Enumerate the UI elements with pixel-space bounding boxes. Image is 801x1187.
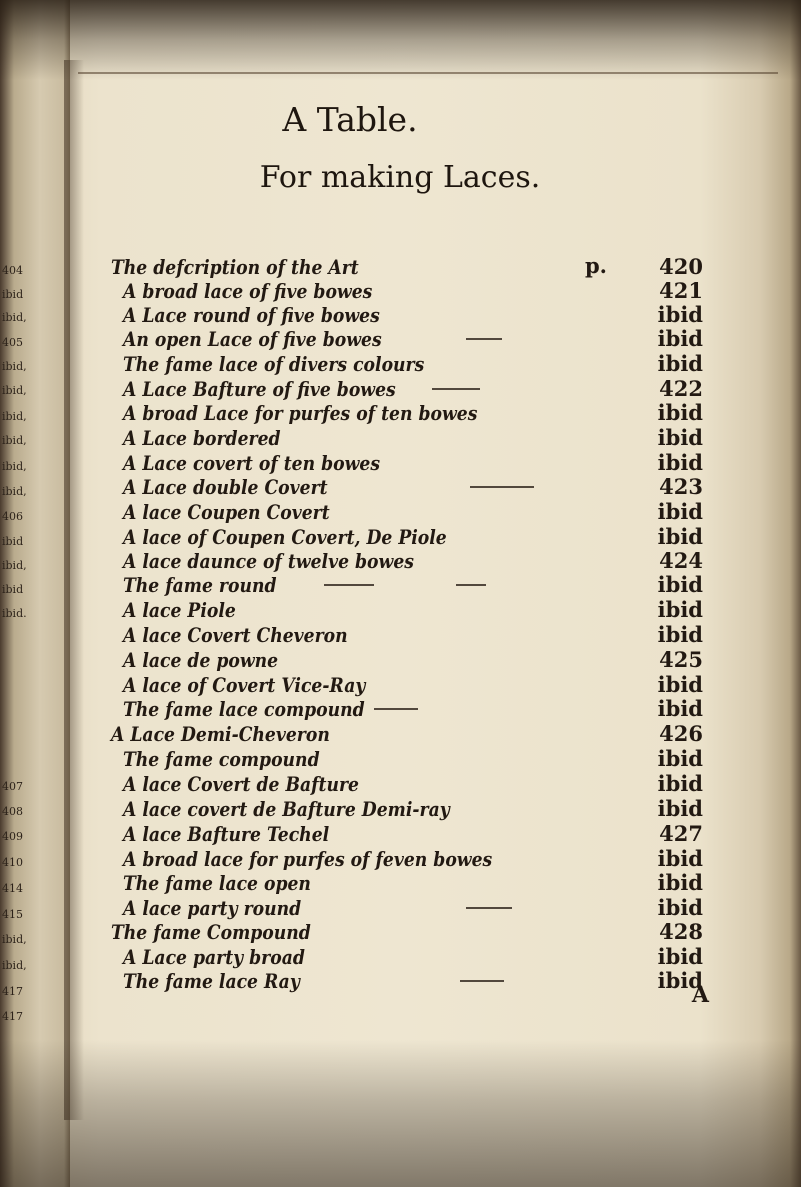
margin-ref: 406 <box>2 510 23 523</box>
margin-ref: ibid, <box>2 311 27 324</box>
margin-ref: 417 <box>2 1010 23 1023</box>
toc-entry: A lace de powne <box>123 648 279 672</box>
toc-page: ibid <box>657 771 703 796</box>
toc-page: 423 <box>659 474 703 499</box>
toc-entry: A Lace bordered <box>123 426 281 450</box>
toc-page: ibid <box>657 326 703 351</box>
bottom-shadow <box>0 1040 801 1187</box>
toc-row <box>0 573 801 599</box>
leader-dash <box>324 584 374 586</box>
toc-page: ibid <box>657 944 703 969</box>
toc-entry: The fame compound <box>123 747 320 771</box>
toc-row <box>0 822 801 848</box>
toc-entry: The fame lace open <box>123 871 311 895</box>
leader-dash <box>466 338 502 340</box>
toc-row <box>0 475 801 501</box>
section-title: For making Laces. <box>259 160 541 195</box>
toc-entry: The fame round <box>123 573 277 597</box>
toc-page: 426 <box>659 721 703 746</box>
margin-ref: 409 <box>2 830 23 843</box>
toc-row <box>0 969 801 995</box>
margin-ref: 415 <box>2 908 23 921</box>
toc-page: ibid <box>657 572 703 597</box>
toc-row <box>0 500 801 526</box>
margin-ref: ibid. <box>2 607 27 620</box>
toc-page: 422 <box>659 376 703 401</box>
running-head: A Table. <box>282 100 418 139</box>
toc-page: ibid <box>657 696 703 721</box>
margin-ref: ibid, <box>2 959 27 972</box>
margin-ref: 410 <box>2 856 23 869</box>
margin-ref: 408 <box>2 805 23 818</box>
margin-ref: ibid, <box>2 360 27 373</box>
toc-page: ibid <box>657 400 703 425</box>
toc-page: ibid <box>657 597 703 622</box>
toc-entry: A lace daunce of twelve bowes <box>123 549 414 573</box>
leader-dash <box>470 486 534 488</box>
margin-ref: ibid <box>2 583 24 596</box>
header-rule <box>78 72 778 74</box>
toc-row <box>0 426 801 452</box>
toc-row <box>0 722 801 748</box>
toc-row <box>0 648 801 674</box>
margin-ref: ibid, <box>2 410 27 423</box>
catchword: A <box>691 982 709 1008</box>
toc-entry: A Lace Bafture of five bowes <box>123 377 396 401</box>
page-prefix: p. <box>585 253 607 278</box>
toc-row <box>0 920 801 946</box>
toc-entry: A Lace party broad <box>123 945 305 969</box>
toc-entry: An open Lace of five bowes <box>123 327 382 351</box>
leader-dash <box>432 388 480 390</box>
top-shadow <box>0 0 801 80</box>
toc-entry: A lace Bafture Techel <box>123 822 330 846</box>
margin-ref: 417 <box>2 985 23 998</box>
toc-page: 427 <box>659 821 703 846</box>
toc-page: 420 <box>659 254 703 279</box>
toc-page: 428 <box>659 919 703 944</box>
toc-entry: A Lace round of five bowes <box>123 303 380 327</box>
leader-dash <box>466 907 512 909</box>
margin-ref: ibid, <box>2 559 27 572</box>
toc-entry: A broad lace of five bowes <box>123 279 373 303</box>
toc-entry: A Lace double Covert <box>123 475 328 499</box>
toc-entry: A Lace covert of ten bowes <box>123 451 381 475</box>
toc-row <box>0 401 801 427</box>
margin-ref: 405 <box>2 336 23 349</box>
toc-row <box>0 327 801 353</box>
toc-page: ibid <box>657 870 703 895</box>
toc-entry: A lace of Covert Vice-Ray <box>123 673 366 697</box>
toc-entry: A lace Coupen Covert <box>123 500 330 524</box>
toc-entry: A lace covert de Bafture Demi-ray <box>123 797 450 821</box>
toc-row <box>0 747 801 773</box>
toc-row <box>0 598 801 624</box>
toc-page: ibid <box>657 968 703 993</box>
toc-page: ibid <box>657 746 703 771</box>
margin-ref: 407 <box>2 780 23 793</box>
toc-entry: The fame lace of divers colours <box>123 352 425 376</box>
toc-entry: A lace party round <box>123 896 302 920</box>
toc-entry: A broad lace for purfes of feven bowes <box>123 847 493 871</box>
margin-ref: ibid, <box>2 933 27 946</box>
toc-page: ibid <box>657 895 703 920</box>
margin-ref: ibid, <box>2 485 27 498</box>
toc-page: ibid <box>657 524 703 549</box>
toc-page: 425 <box>659 647 703 672</box>
leader-dash <box>456 584 486 586</box>
toc-row <box>0 697 801 723</box>
toc-entry: The fame lace compound <box>123 697 365 721</box>
toc-entry: A lace Covert de Bafture <box>123 772 360 796</box>
toc-entry: A Lace Demi-Cheveron <box>111 722 330 746</box>
margin-ref: 414 <box>2 882 23 895</box>
toc-entry: A lace of Coupen Covert, De Piole <box>123 525 447 549</box>
toc-entry: A lace Covert Cheveron <box>123 623 348 647</box>
toc-page: 424 <box>659 548 703 573</box>
toc-entry: A broad Lace for purfes of ten bowes <box>123 401 478 425</box>
leader-dash <box>460 980 504 982</box>
toc-entry: The defcription of the Art <box>111 255 359 279</box>
toc-row <box>0 623 801 649</box>
margin-ref: ibid <box>2 535 24 548</box>
toc-page: ibid <box>657 846 703 871</box>
toc-entry: The fame lace Ray <box>123 969 300 993</box>
toc-row <box>0 871 801 897</box>
toc-entry: The fame Compound <box>111 920 311 944</box>
toc-page: ibid <box>657 672 703 697</box>
toc-page: ibid <box>657 499 703 524</box>
leader-dash <box>374 708 418 710</box>
toc-page: ibid <box>657 622 703 647</box>
margin-ref: ibid, <box>2 384 27 397</box>
toc-page: ibid <box>657 450 703 475</box>
margin-ref: ibid, <box>2 460 27 473</box>
toc-row <box>0 772 801 798</box>
margin-ref: 404 <box>2 264 23 277</box>
toc-page: ibid <box>657 302 703 327</box>
margin-ref: ibid <box>2 288 24 301</box>
toc-page: ibid <box>657 425 703 450</box>
toc-page: 421 <box>659 278 703 303</box>
margin-ref: ibid, <box>2 434 27 447</box>
toc-page: ibid <box>657 796 703 821</box>
toc-row <box>0 352 801 378</box>
toc-entry: A lace Piole <box>123 598 236 622</box>
toc-row <box>0 797 801 823</box>
toc-page: ibid <box>657 351 703 376</box>
